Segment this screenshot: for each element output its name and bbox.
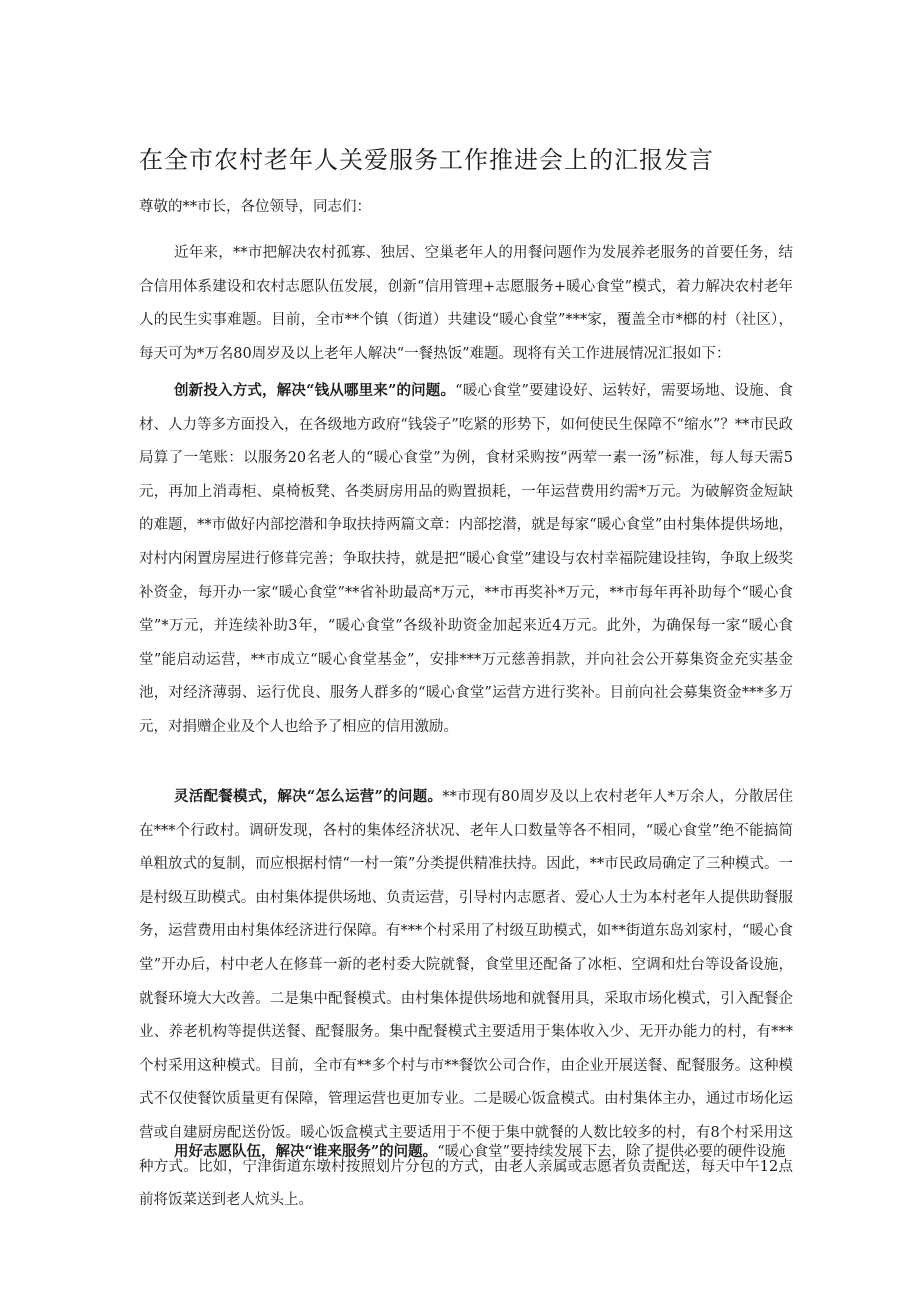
paragraph-text: “暖心食堂”要持续发展下去，除了提供必要的硬件设施 [437,1144,786,1160]
paragraph-funding [139,374,793,745]
document-title: 在全市农村老年人关爱服务工作推进会上的汇报发言 [139,146,714,174]
paragraph-text: **市现有80周岁及以上农村老年人*万余人，分散居住在***个行政村。调研发现，各村的集体经济状况、老年人口数量等各不相同，“暖心食堂”绝不能搞简单粗放式的复制，而应根据村情“一村一策”分类提供精准扶持。因此，**市民政局确定了三种模式。一是村级互助模式。由村集体提供场地、负责运营，引导村内志愿者、爱心人士为本村老年人提供助餐服务，运营费用由村集体经济进行保障。有***个村采用了村级互助模式，如**街道东岛刘家村，“暖心食堂”开办后，村中老人在修葺一新的老村委大院就餐，食堂里还配备了冰柜、空调和灶台等设备设施，就餐环境大大改善。二是集中配餐模式。由村集体提供场地和就餐用具，采取市场化模式，引入配餐企业、养老机构等提供送餐、配餐服务。集中配餐模式主要适用于集体收入少、无开办能力的村，有***个村采用这种模式。目前，全市有**多个村与市**餐饮公司合作，由企业开展送餐、配餐服务。这种模式不仅使餐饮质量更有保障，管理运营也更加专业。二是暖心饭盒模式。由村集体主办，通过市场化运营或自建厨房配送份饭。暖心饭盒模式主要适用于不便于集中就餐的人数比较多的村，有8个村采用这种方式。比如，宁津街道东墩村按照划片分包的方式，由老人亲属或志愿者负责配送，每天中午12点前将饭菜送到老人炕头上。 [139,789,794,1209]
salutation: 尊敬的**市长，各位领导，同志们： [139,199,371,215]
paragraph-heading: 用好志愿队伍，解决“谁来服务”的问题。 [174,1143,438,1160]
paragraph-volunteers [139,1135,793,1170]
paragraph-heading: 灵活配餐模式，解决“怎么运营”的问题。 [174,788,443,805]
paragraph-text: 近年来，**市把解决农村孤寡、独居、空巢老年人的用餐问题作为发展养老服务的首要任务，结合信用体系建设和农村志愿队伍发展，创新“信用管理+志愿服务+暖心食堂”模式，着力解决农村老年人的民生实事难题。目前，全市**个镇（街道）共建设“暖心食堂”***家，覆盖全市*榔的村（社区），每天可为*万名80周岁及以上老年人解决“一餐热饭”难题。现将有关工作进展情况汇报如下： [139,245,793,362]
paragraph-intro [139,237,793,371]
paragraph-text: “暖心食堂”要建设好、运转好，需要场地、设施、食材、人力等多方面投入，在各级地方政府“钱袋子”吃紧的形势下，如何使民生保障不“缩水”？**市民政局算了一笔账：以服务20名老人的“暖心食堂”为例，食材采购按“两荤一素一汤”标准，每人每天需5元，再加上消毒柜、桌椅板凳、各类厨房用品的购置损耗，一年运营费用约需*万元。为破解资金短缺的难题，**市做好内部挖潜和争取扶持两篇文章：内部挖潜，就是每家“暖心食堂”由村集体提供场地，对村内闲置房屋进行修葺完善；争取扶持，就是把“暖心食堂”建设与农村幸福院建设挂钩，争取上级奖补资金，每开办一家“暖心食堂”**省补助最高*万元，**市再奖补*万元，**市每年再补助每个“暖心食堂”*万元，并连续补助3年，“暖心食堂”各级补助资金加起来近4万元。此外，为确保每一家“暖心食堂”能启动运营，**市成立“暖心食堂基金”，安排***万元慈善捐款，并向社会公开募集资金充实基金池，对经济薄弱、运行优良、服务人群多的“暖心食堂”运营方进行奖补。目前向社会募集资金***多万元，对捐赠企业及个人也给予了相应的信用激励。 [139,383,793,735]
paragraph-heading: 创新投入方式，解决“钱从哪里来”的问题。 [174,382,456,399]
